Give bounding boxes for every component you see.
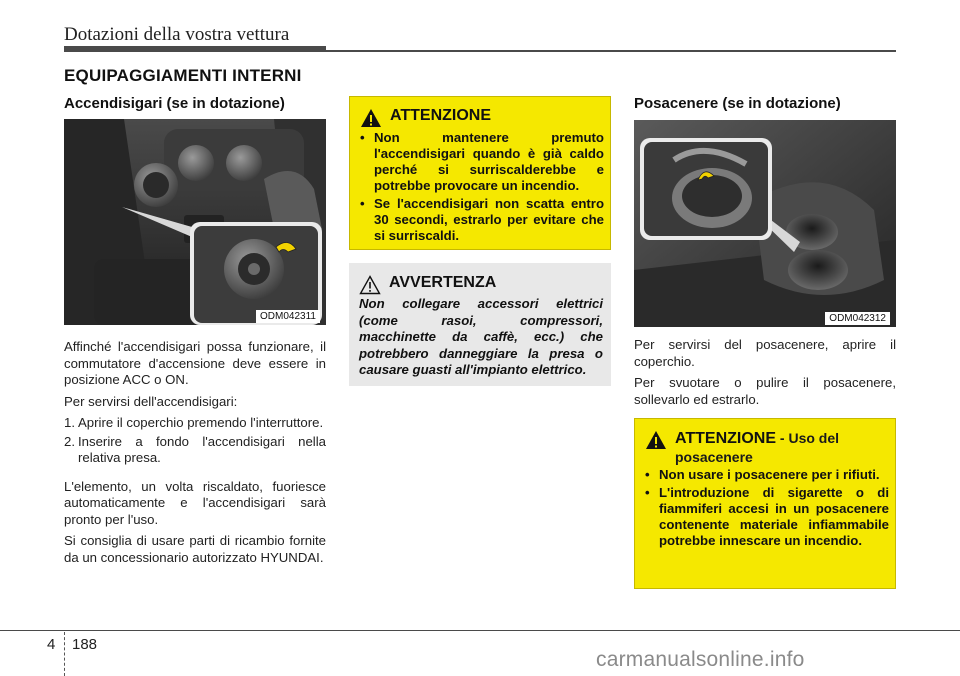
list-item: [64, 415, 326, 432]
warning-list: [645, 467, 889, 551]
warning-title: [675, 429, 839, 467]
step-number: 1.: [64, 415, 75, 430]
warning-list: [360, 130, 604, 246]
running-header: Dotazioni della vostra vettura: [64, 24, 290, 45]
cigarette-lighter-heading: Accendisigari (se in dotazione): [64, 95, 285, 112]
page-number: 188: [72, 636, 98, 653]
warning-triangle-icon: [360, 108, 382, 128]
paragraph: Per servirsi del posacenere, aprire il coperchio.: [634, 337, 896, 369]
list-item: • Se l'accendisigari non scatta entro 30 secondi, estrarlo per evitare che si surriscaldi.: [360, 196, 604, 244]
step-text: Aprire il coperchio premendo l'interruttore.: [78, 415, 324, 430]
paragraph: Si consiglia di usare parti di ricambio fornite da un concessionario autorizzato HYUNDAI.: [64, 533, 326, 565]
paragraph: Per servirsi dell'accendisigari:: [64, 393, 238, 409]
warning-box-lighter: [349, 96, 611, 250]
notice-text: Non collegare accessori elettrici (come rasoi, compressori, macchinette da caffè, ecc.) che potrebbero danneggiare la presa o causare guasti all'impianto elettrico.: [359, 296, 603, 377]
step-number: 2.: [64, 433, 75, 449]
section-title: EQUIPAGGIAMENTI INTERNI: [64, 66, 302, 85]
footer-rule: [0, 630, 960, 631]
header-rule: [64, 46, 326, 52]
paragraph: Affinché l'accendisigari possa funzionare, il commutatore d'accensione deve essere in posizione ACC o ON.: [64, 339, 326, 387]
header-rule-thin: [326, 50, 896, 52]
warning-title: ATTENZIONE: [390, 107, 492, 124]
ashtray-heading: Posacenere (se in dotazione): [634, 95, 841, 112]
watermark: carmanualsonline.info: [596, 648, 805, 671]
paragraph: Per svuotare o pulire il posacenere, sollevarlo ed estrarlo.: [634, 375, 896, 407]
cigarette-lighter-photo: [64, 119, 326, 325]
warning-box-ashtray: [634, 418, 896, 589]
image-code: ODM042312: [825, 312, 890, 325]
warning-title-sub: - Uso del: [776, 430, 840, 446]
steps-list: [64, 415, 326, 467]
list-item: • Non mantenere premuto l'accendisigari quando è già caldo perché si surriscalderebbe e potrebbe provocare un incendio.: [360, 130, 604, 194]
notice-box: [349, 263, 611, 386]
warning-title-line2: posacenere: [675, 449, 753, 465]
ashtray-instructions: [634, 337, 896, 413]
list-item: • L'introduzione di sigarette o di fiammiferi accesi in un posacenere contenente materiale infiammabile potrebbe innescare un incendio.: [645, 485, 889, 549]
notice-title: AVVERTENZA: [389, 274, 497, 291]
lighter-instructions: [64, 339, 326, 571]
warning-triangle-icon: [645, 430, 667, 450]
list-item: [64, 434, 326, 467]
chapter-number: 4: [47, 636, 56, 653]
ashtray-photo: [634, 120, 896, 327]
paragraph: L'elemento, un volta riscaldato, fuoriesce automaticamente e l'accendisigari sarà pronto per l'uso.: [64, 478, 326, 527]
warning-title-main: ATTENZIONE: [675, 430, 777, 447]
notice-header: [359, 274, 496, 295]
list-item: • Non usare i posacenere per i rifiuti.: [645, 467, 889, 483]
warning-header: [645, 429, 839, 467]
footer-divider: [64, 632, 65, 676]
image-code: ODM042311: [256, 310, 320, 323]
step-text: Inserire a fondo l'accendisigari nella relativa presa.: [78, 433, 326, 465]
warning-header: [360, 107, 491, 128]
caution-triangle-icon: [359, 275, 381, 295]
